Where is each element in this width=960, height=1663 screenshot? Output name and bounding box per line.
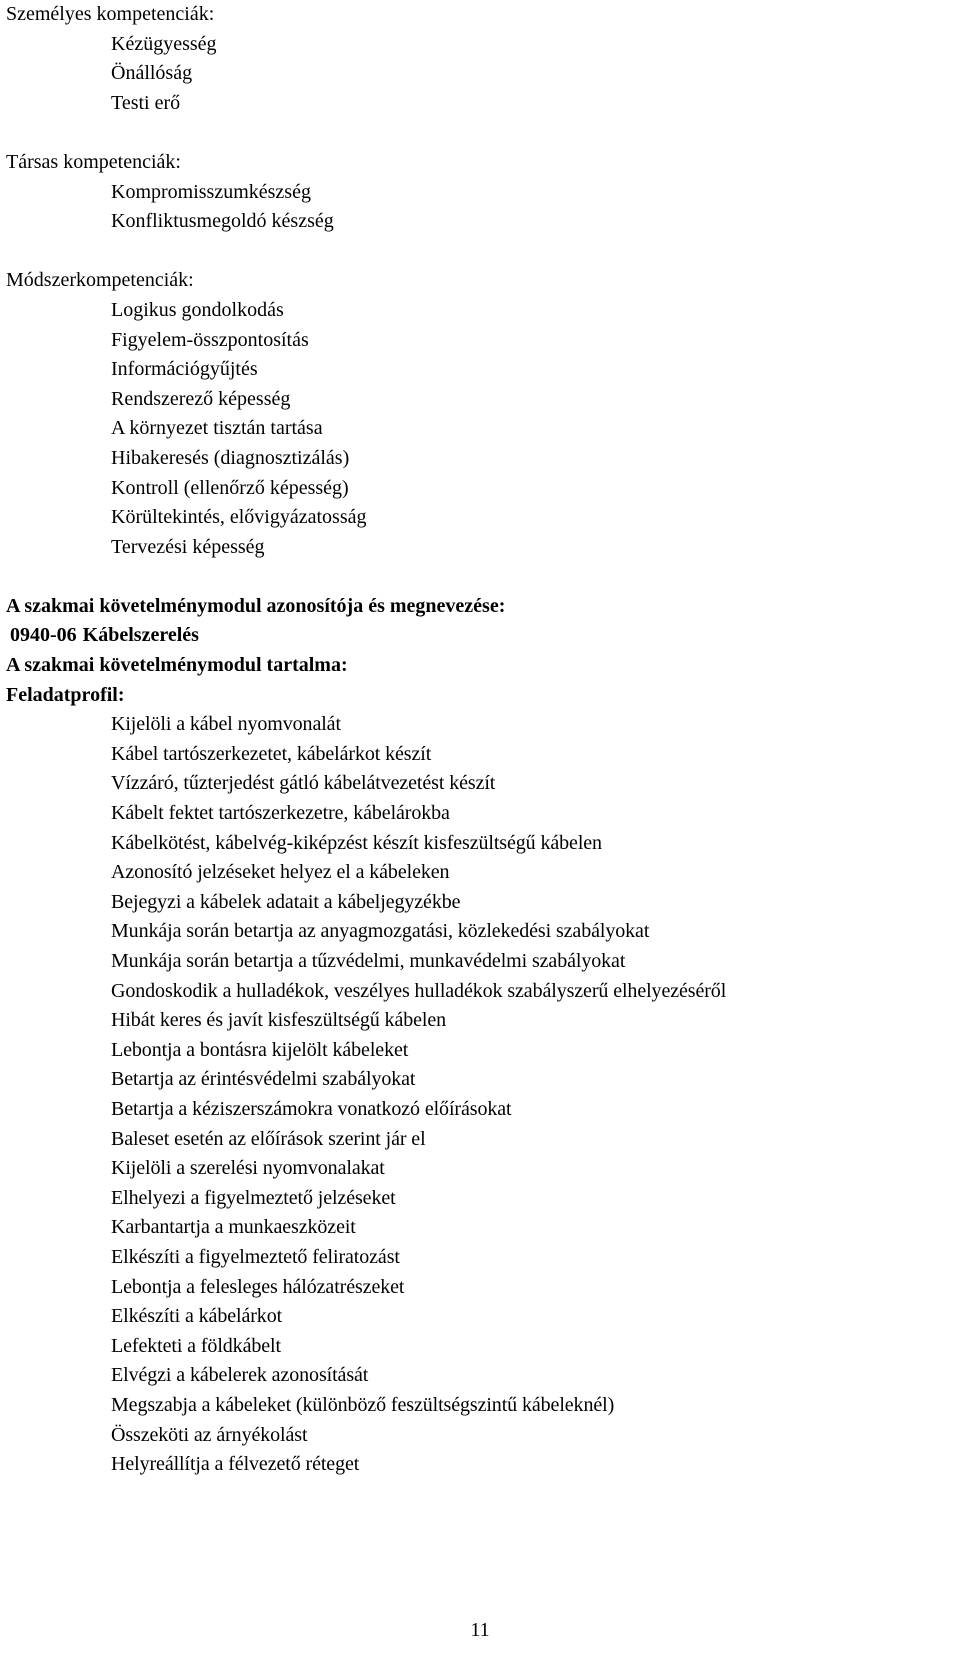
task-item: Kábelt fektet tartószerkezetre, kábelárokba: [111, 802, 450, 825]
spacer: [6, 237, 956, 267]
module-section: [6, 592, 956, 1480]
task-item: Betartja a kéziszerszámokra vonatkozó előírásokat: [111, 1097, 512, 1120]
task-item: Kijelöli a kábel nyomvonalát: [111, 713, 341, 736]
task-item: Kijelöli a szerelési nyomvonalakat: [111, 1157, 385, 1180]
task-item: Lebontja a felesleges hálózatrészeket: [111, 1275, 405, 1298]
task-item: Kábelkötést, kábelvég-kiképzést készít kisfeszültségű kábelen: [111, 831, 602, 854]
task-item: Elkészíti a figyelmeztető feliratozást: [111, 1245, 400, 1268]
task-item: Baleset esetén az előírások szerint jár el: [111, 1127, 426, 1150]
task-item: Gondoskodik a hulladékok, veszélyes hulladékok szabályszerű elhelyezéséről: [111, 979, 727, 1002]
page-number: 11: [470, 1619, 490, 1641]
spacer: [6, 562, 956, 592]
module-name: Kábelszerelés: [82, 624, 199, 647]
social-competencies-list: [6, 178, 956, 237]
list-item: Kontroll (ellenőrző képesség): [111, 476, 349, 499]
method-competencies-heading: Módszerkompetenciák:: [6, 269, 194, 292]
task-item: Munkája során betartja a tűzvédelmi, munkavédelmi szabályokat: [111, 950, 626, 972]
list-item: Figyelem-összpontosítás: [111, 328, 309, 351]
module-identifier: [10, 621, 956, 651]
module-content-heading: A szakmai követelménymodul tartalma:: [6, 654, 348, 677]
task-item: Lebontja a bontásra kijelölt kábeleket: [111, 1038, 409, 1061]
personal-competencies-list: [6, 30, 956, 119]
list-item: Rendszerező képesség: [111, 387, 291, 410]
list-item: Hibakeresés (diagnosztizálás): [111, 446, 350, 469]
task-item: Bejegyzi a kábelek adatait a kábeljegyzékbe: [111, 890, 461, 913]
task-profile-heading: Feladatprofil:: [6, 683, 125, 706]
task-item: Elhelyezi a figyelmeztető jelzéseket: [111, 1186, 396, 1209]
social-competencies-section: [6, 148, 956, 237]
list-item: A környezet tisztán tartása: [111, 417, 323, 440]
task-item: Összeköti az árnyékolást: [111, 1423, 308, 1446]
personal-competencies-heading: Személyes kompetenciák:: [6, 3, 215, 25]
list-item: Tervezési képesség: [111, 535, 265, 558]
task-item: Lefekteti a földkábelt: [111, 1334, 281, 1357]
list-item: Logikus gondolkodás: [111, 298, 284, 321]
task-item: Munkája során betartja az anyagmozgatási, közlekedési szabályokat: [111, 920, 650, 943]
method-competencies-section: [6, 266, 956, 562]
spacer: [6, 118, 956, 148]
task-item: Helyreállítja a félvezető réteget: [111, 1453, 360, 1476]
module-id-heading: A szakmai követelménymodul azonosítója és megnevezése:: [6, 594, 506, 617]
task-item: Betartja az érintésvédelmi szabályokat: [111, 1068, 416, 1091]
task-item: Karbantartja a munkaeszközeit: [111, 1216, 356, 1239]
task-item: Kábel tartószerkezetet, kábelárkot készít: [111, 742, 432, 765]
task-item: Elkészíti a kábelárkot: [111, 1305, 283, 1328]
personal-competencies-section: [6, 0, 956, 118]
task-item: Elvégzi a kábelerek azonosítását: [111, 1364, 369, 1387]
social-competencies-heading: Társas kompetenciák:: [6, 150, 181, 173]
list-item: Információgyűjtés: [111, 358, 258, 381]
task-list: [6, 710, 956, 1479]
task-item: Hibát keres és javít kisfeszültségű kábelen: [111, 1009, 447, 1032]
task-item: Megszabja a kábeleket (különböző feszültségszintű kábeleknél): [111, 1393, 615, 1416]
task-item: Azonosító jelzéseket helyez el a kábeleken: [111, 861, 450, 884]
list-item: Körültekintés, elővigyázatosság: [111, 506, 367, 529]
list-item: Testi erő: [111, 91, 181, 114]
document-page: [6, 0, 956, 1480]
task-item: Vízzáró, tűzterjedést gátló kábelátvezetést készít: [111, 772, 496, 795]
method-competencies-list: [6, 296, 956, 562]
module-code: 0940-06: [10, 624, 77, 647]
list-item: Önállóság: [111, 62, 193, 85]
list-item: Kézügyesség: [111, 32, 217, 55]
list-item: Kompromisszumkészség: [111, 180, 311, 203]
list-item: Konfliktusmegoldó készség: [111, 210, 334, 233]
